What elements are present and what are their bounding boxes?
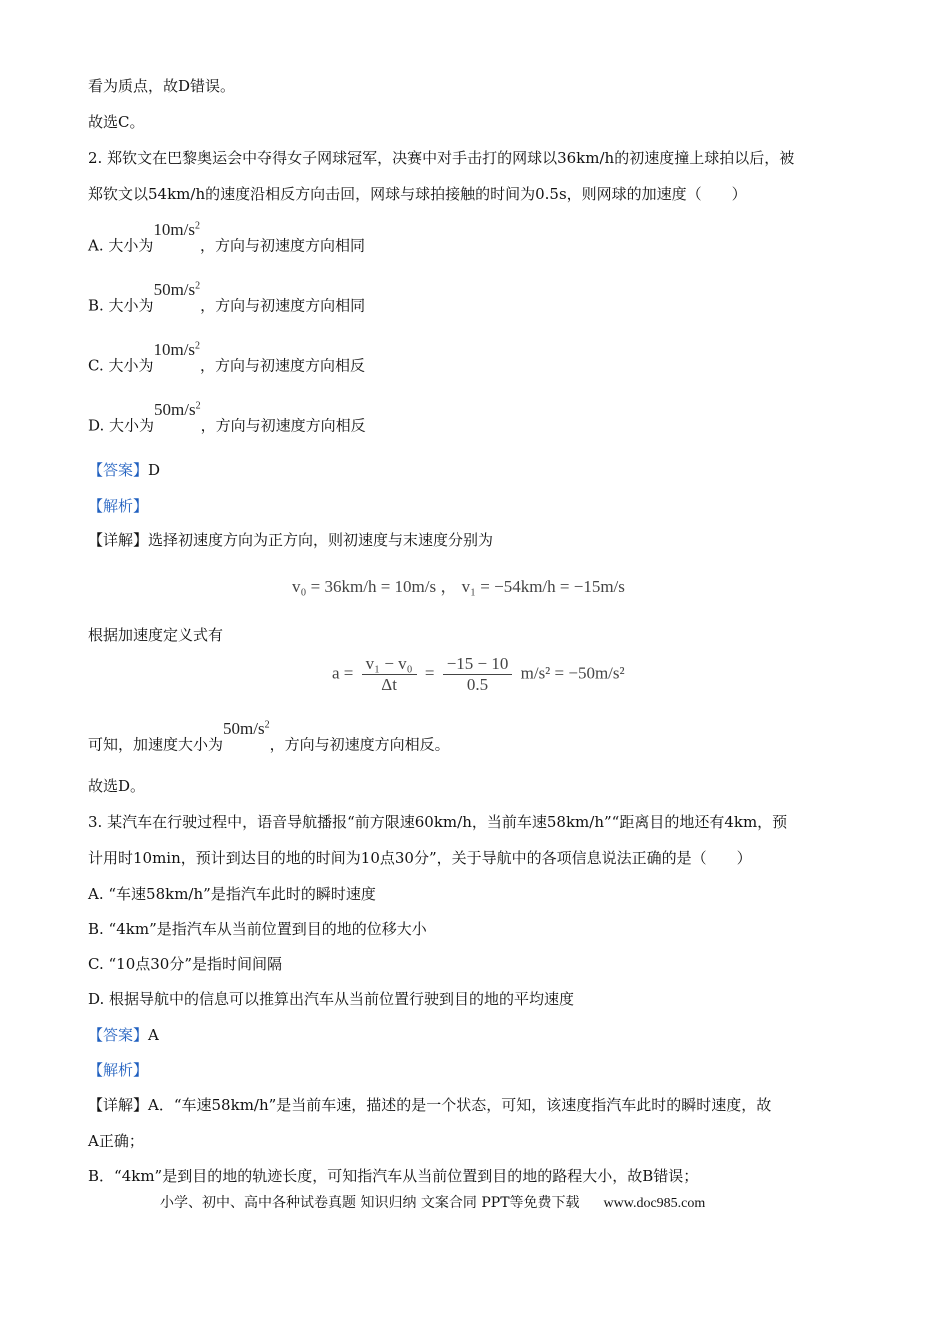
q3-detail-line1: 【详解】A．“车速58km/h”是当前车速，描述的是一个状态，可知，该速度指汽车此时的瞬时速度，故 [88,1096,772,1114]
footer-text: 小学、初中、高中各种试卷真题 知识归纳 文案合同 PPT等免费下载 [160,1195,580,1211]
answer-tag: 【答案】 [88,461,149,479]
q2-detail: 【详解】选择初速度方向为正方向，则初速度与末速度分别为 [88,531,494,549]
footer-site-link[interactable]: www.doc985.com [603,1196,706,1211]
q3-stem-line1: 3. 某汽车在行驶过程中，语音导航播报“前方限速60km/h，当前车速58km/h”“距离目的地还有4km，预 [88,813,788,831]
q2-stem-line2: 郑钦文以54km/h的速度沿相反方向击回，网球与球拍接触的时间为0.5s，则网球的加速度（ ） [88,185,747,203]
q3-detail-line2: A正确； [88,1132,144,1150]
q2-equation-velocities: v₀ = 36km/h = 10m/s ， v₁ = −54km/h = −15m/s [292,577,625,596]
q2-stem-line1: 2. 郑钦文在巴黎奥运会中夺得女子网球冠军，决赛中对手击打的网球以36km/h的初速度撞上球拍以后，被 [88,149,795,167]
q2-conclusion: 可知，加速度大小为$50m/s^2$，方向与初速度方向相反。 [88,718,450,754]
q3-option-c: C. “10点30分”是指时间间隔 [88,955,282,973]
q3-option-a: A. “车速58km/h”是指汽车此时的瞬时速度 [88,885,376,903]
answer-tag: 【答案】 [88,1026,149,1044]
q3-option-b: B. “4km”是指汽车从当前位置到目的地的位移大小 [88,920,427,938]
q2-equation-acceleration: a = $\frac{\text{v₁ − v₀}}{\Delta t}$ = $\frac{-15 - 10}{0.5}$ m/s² = −50m/s² [332,654,625,694]
q3-answer: 【答案】A [88,1026,159,1044]
q2-option-a: A. 大小为$10m/s^2$，方向与初速度方向相同 [88,219,365,255]
prev-conclusion-line: 看为质点，故D错误。 [88,77,236,95]
q2-option-b: B. 大小为$50m/s^2$，方向与初速度方向相同 [88,279,366,315]
prev-choose-line: 故选C。 [88,113,145,131]
q2-definition-text: 根据加速度定义式有 [88,626,224,644]
page-footer [160,1192,705,1212]
q2-analysis-tag: 【解析】 [88,497,149,515]
q2-option-d: D. 大小为$50m/s^2$，方向与初速度方向相反 [88,399,366,435]
q3-analysis-tag: 【解析】 [88,1061,149,1079]
q3-stem-line2: 计用时10min，预计到达目的地的时间为10点30分”，关于导航中的各项信息说法正确的是（ ） [88,849,752,867]
q2-choose: 故选D。 [88,777,146,795]
q2-option-c: C. 大小为$10m/s^2$，方向与初速度方向相反 [88,339,366,375]
q2-answer: 【答案】D [88,461,161,479]
q3-option-d: D. 根据导航中的信息可以推算出汽车从当前位置行驶到目的地的平均速度 [88,990,575,1008]
q3-detail-line3: B．“4km”是到目的地的轨迹长度，可知指汽车从当前位置到目的地的路程大小，故B错误； [88,1167,699,1185]
